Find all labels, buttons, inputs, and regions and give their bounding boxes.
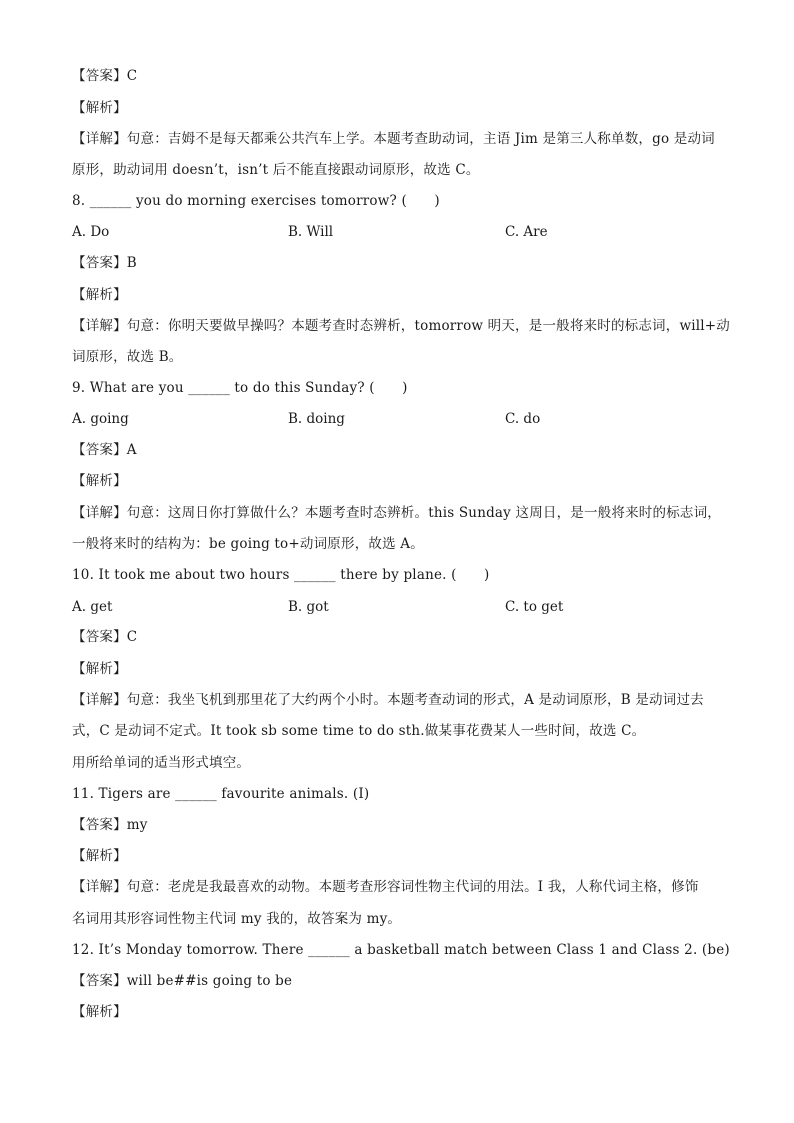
q10-analysis-label: 【解析】 <box>72 661 127 677</box>
q9-answer: 【答案】A <box>72 442 137 458</box>
q10-detail-line-2: 式，C 是动词不定式。It took sb some time to do sth.做某事花费某人一些时间，故选 C。 <box>72 723 646 739</box>
q8-analysis-label: 【解析】 <box>72 287 127 303</box>
q9-detail-line-2: 一般将来时的结构为：be going to+动词原形，故选 A。 <box>72 536 424 552</box>
q11-stem: 11. Tigers are ______ favourite animals. (I) <box>72 786 370 802</box>
q10-detail-line-1: 【详解】句意：我坐飞机到那里花了大约两个小时。本题考查动词的形式，A 是动词原形，B 是动词过去 <box>72 692 704 708</box>
q8-option-b: B. Will <box>288 224 334 240</box>
q11-detail-line-1: 【详解】句意：老虎是我最喜欢的动物。本题考查形容词性物主代词的用法。I 我，人称代词主格，修饰 <box>72 879 699 895</box>
q7-detail-line-2: 原形，助动词用 doesn’t，isn’t 后不能直接跟动词原形，故选 C。 <box>72 162 480 178</box>
q8-detail-line-1: 【详解】句意：你明天要做早操吗？本题考查时态辨析，tomorrow 明天，是一般将来时的标志词，will+动 <box>72 318 730 334</box>
q10-option-a: A. get <box>72 599 113 615</box>
q9-detail-line-1: 【详解】句意：这周日你打算做什么？本题考查时态辨析。this Sunday 这周日，是一般将来时的标志词， <box>72 505 722 521</box>
q9-option-a: A. going <box>72 411 129 427</box>
q7-answer: 【答案】C <box>72 68 138 84</box>
q7-detail-line-1: 【详解】句意：吉姆不是每天都乘公共汽车上学。本题考查助动词，主语 Jim 是第三人称单数，go 是动词 <box>72 131 715 147</box>
q11-answer: 【答案】my <box>72 817 148 833</box>
q9-option-c: C. do <box>505 411 541 427</box>
q9-analysis-label: 【解析】 <box>72 473 127 489</box>
q11-detail-line-2: 名词用其形容词性物主代词 my 我的，故答案为 my。 <box>72 911 402 927</box>
q7-analysis-label: 【解析】 <box>72 100 127 116</box>
q10-option-b: B. got <box>288 599 329 615</box>
q12-answer: 【答案】will be##is going to be <box>72 973 293 989</box>
q8-option-a: A. Do <box>72 224 110 240</box>
q8-stem: 8. ______ you do morning exercises tomorrow? ( ) <box>72 193 440 209</box>
q8-detail-line-2: 词原形，故选 B。 <box>72 349 183 365</box>
q9-option-b: B. doing <box>288 411 345 427</box>
q11-analysis-label: 【解析】 <box>72 848 127 864</box>
q8-option-c: C. Are <box>505 224 548 240</box>
q12-analysis-label: 【解析】 <box>72 1004 127 1020</box>
section-title: 用所给单词的适当形式填空。 <box>72 755 251 771</box>
q9-stem: 9. What are you ______ to do this Sunday? ( ) <box>72 380 408 396</box>
q10-stem: 10. It took me about two hours ______ there by plane. ( ) <box>72 567 490 583</box>
q10-answer: 【答案】C <box>72 629 138 645</box>
q8-answer: 【答案】B <box>72 255 137 271</box>
q10-option-c: C. to get <box>505 599 564 615</box>
q12-stem: 12. It’s Monday tomorrow. There ______ a basketball match between Class 1 and Class 2. (be) <box>72 942 730 958</box>
